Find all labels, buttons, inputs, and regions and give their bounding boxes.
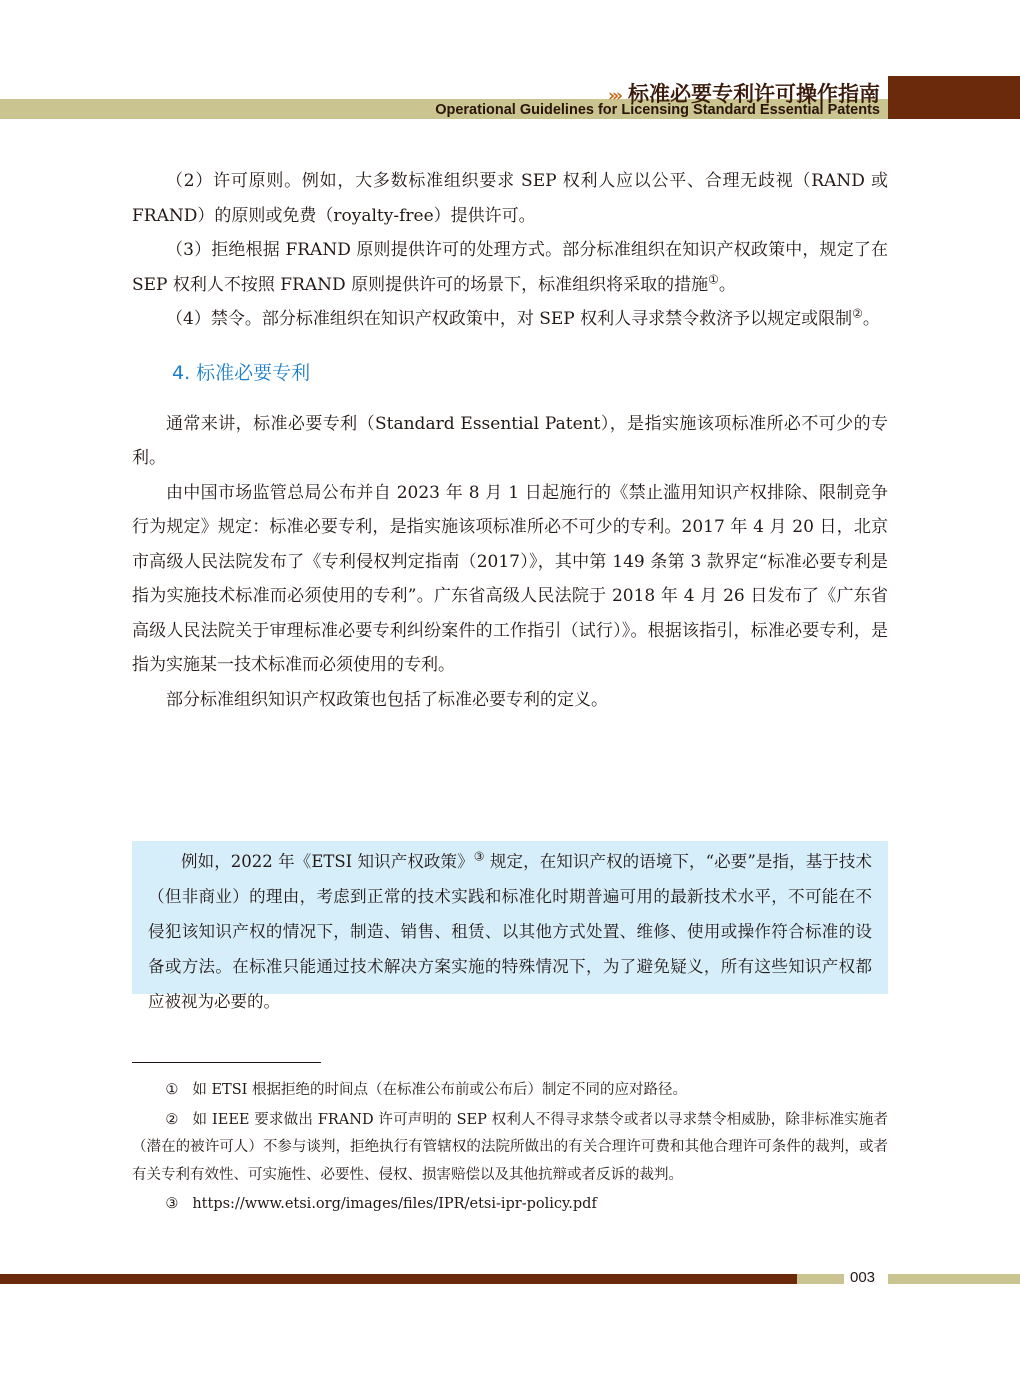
footnote-ref-3[interactable]: ③: [473, 849, 485, 864]
example-box: [132, 841, 888, 1011]
header-corner-block: [888, 76, 1020, 119]
footer-accent: [797, 1274, 844, 1284]
footnote-url[interactable]: https://www.etsi.org/images/files/IPR/etsi-ipr-policy.pdf: [192, 1196, 597, 1212]
footnote-2: ② 如 IEEE 要求做出 FRAND 许可声明的 SEP 权利人不得寻求禁令或者以寻求禁令相威胁，除非标准实施者（潜在的被许可人）不参与谈判，拒绝执行有管辖权的法院所做出的有关合理许可费和其他合理许可条件的裁判，或者有关专利有效性、可实施性、必要性、侵权、损害赔偿以及其他抗辩或者反诉的裁判。: [132, 1111, 889, 1183]
running-header-subtitle: Operational Guidelines for Licensing Standard Essential Patents: [435, 102, 880, 118]
footnote-ref-2[interactable]: ②: [852, 306, 863, 321]
footnote-divider: [132, 1062, 321, 1063]
paragraph-license-principle: （2）许可原则。例如，大多数标准组织要求 SEP 权利人应以公平、合理无歧视（RAND 或 FRAND）的原则或免费（royalty-free）提供许可。: [132, 171, 888, 226]
section-heading: 4. 标准必要专利: [172, 361, 311, 384]
paragraph-org-policy: 部分标准组织知识产权政策也包括了标准必要专利的定义。: [166, 689, 608, 710]
paragraph-regulations: 由中国市场监管总局公布并自 2023 年 8 月 1 日起施行的《禁止滥用知识产权排除、限制竞争行为规定》规定：标准必要专利，是指实施该项标准所必不可少的专利。2017 年 4 月 20 日，北京市高级人民法院发布了《专利侵权判定指南（2017）》，其中第 149 条第 3 款界定“标准必要专利是指为实施技术标准而必须使用的专利”。广东省高级人民法院于 2018 年 4 月 26 日发布了《广东省高级人民法院关于审理标准必要专利纠纷案件的工作指引（试行）》。根据该指引，标准必要专利，是指为实施某一技术标准而必须使用的专利。: [132, 482, 888, 675]
page-number: 003: [850, 1269, 876, 1286]
body-text: [132, 164, 888, 717]
chevron-icon: ›››: [607, 86, 620, 106]
footnote-1: ① 如 ETSI 根据拒绝的时间点（在标准公布前或公布后）制定不同的应对路径。: [165, 1082, 687, 1098]
paragraph-definition: 通常来讲，标准必要专利（Standard Essential Patent），是指实施该项标准所必不可少的专利。: [132, 413, 888, 468]
footer-band: [0, 1274, 797, 1284]
footnote-ref-1[interactable]: ①: [708, 271, 719, 286]
footnotes: [132, 1077, 888, 1221]
paragraph-refusal-handling: （3）拒绝根据 FRAND 原则提供许可的处理方式。部分标准组织在知识产权政策中，规定了在 SEP 权利人不按照 FRAND 原则提供许可的场景下，标准组织将采取的措施①。: [132, 240, 888, 295]
example-text: 例如，2022 年《ETSI 知识产权政策》③ 规定，在知识产权的语境下，“必要”是指，基于技术（但非商业）的理由，考虑到正常的技术实践和标准化时期普遍可用的最新技术水平，不可能在不侵犯该知识产权的情况下，制造、销售、租赁、以其他方式处置、维修、使用或操作符合标准的设备或方法。在标准只能通过技术解决方案实施的特殊情况下，为了避免疑义，所有这些知识产权都应被视为必要的。: [148, 849, 872, 1011]
footer-band-right: [888, 1274, 1020, 1284]
paragraph-injunction: （4）禁令。部分标准组织在知识产权政策中，对 SEP 权利人寻求禁令救济予以规定或限制②。: [166, 306, 880, 329]
footnote-3: ③ https://www.etsi.org/images/files/IPR/etsi-ipr-policy.pdf: [165, 1196, 597, 1212]
title-cn: 标准必要专利许可操作指南: [628, 82, 880, 106]
